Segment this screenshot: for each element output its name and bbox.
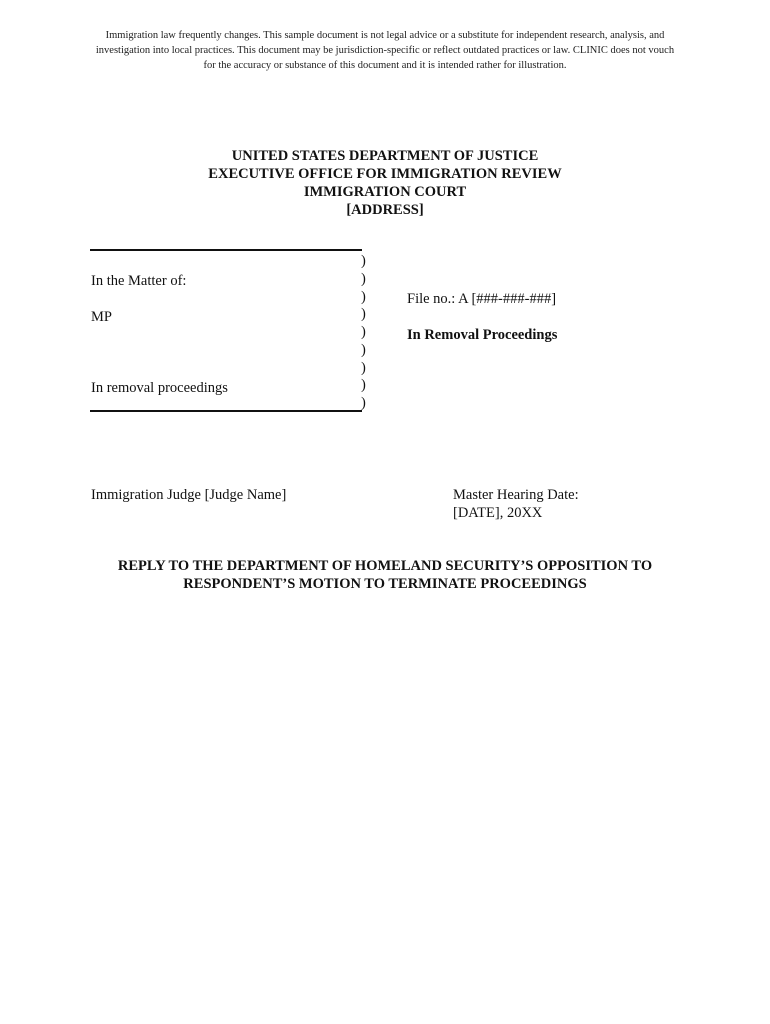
title-line-1: REPLY TO THE DEPARTMENT OF HOMELAND SECURITY’S OPPOSITION TO [117,558,653,574]
in-the-matter-label: In the Matter of: [91,273,187,289]
caption-bottom-rule [90,410,362,412]
immigration-judge: Immigration Judge [Judge Name] [91,487,287,503]
caption-paren: ) [361,253,366,269]
heading-office: EXECUTIVE OFFICE FOR IMMIGRATION REVIEW [208,166,562,182]
removal-proceedings-label: In Removal Proceedings [407,327,558,343]
master-hearing [453,486,579,522]
respondent-name: MP [91,309,112,325]
caption-paren: ) [361,324,366,340]
court-heading [90,147,680,219]
caption-paren: ) [361,395,366,411]
caption-paren: ) [361,341,366,358]
hearing-date-label: Master Hearing Date: [453,487,579,503]
caption-paren: ) [361,306,366,323]
caption-paren: ) [361,288,366,305]
caption-paren: ) [361,270,366,287]
heading-department: UNITED STATES DEPARTMENT OF JUSTICE [231,148,539,164]
caption-paren: ) [361,377,366,394]
hearing-date-value: [DATE], 20XX [453,505,543,521]
caption-parenthesis-column [361,253,371,413]
document-title [90,557,680,593]
heading-court: IMMIGRATION COURT [303,184,467,200]
in-removal-label: In removal proceedings [91,380,228,396]
disclaimer-text: Immigration law frequently changes. This sample document is not legal advice or a substitute for independent research, analysis, and investigation into local practices. This document may be jurisdiction-specific or reflect outdated practices or law. CLINIC does not vouch for the accuracy or substance of this document and it is intended rather for illustration. [95,30,675,71]
heading-address: [ADDRESS] [346,202,424,218]
caption-top-rule [90,249,362,251]
title-line-2: RESPONDENT’S MOTION TO TERMINATE PROCEEDINGS [183,576,587,592]
file-number: File no.: A [###-###-###] [407,291,557,307]
caption-paren: ) [361,359,366,376]
